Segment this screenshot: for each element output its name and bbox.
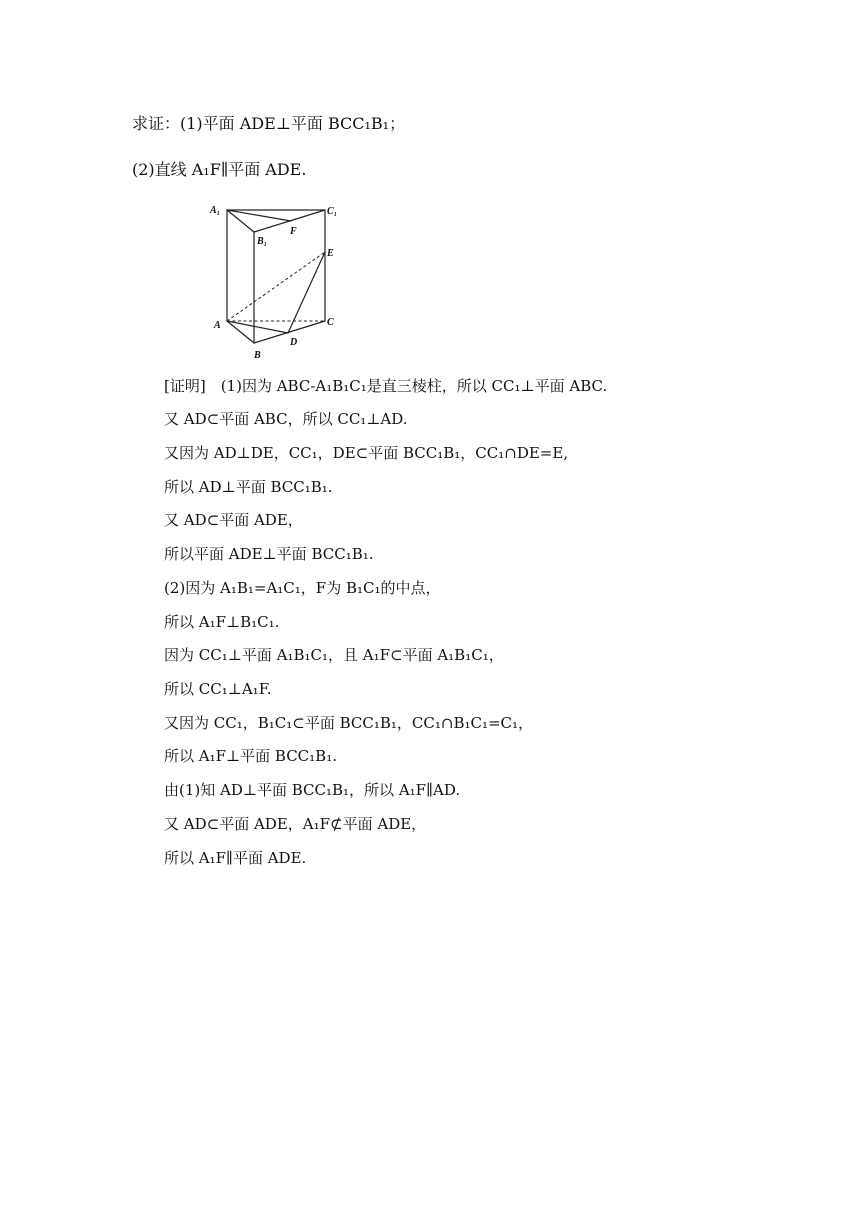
label-B1: B₁ [257,236,268,247]
edge-A1B1 [227,210,254,232]
edge-AD [227,321,288,333]
label-A: A [214,320,221,331]
prism-figure [204,196,354,366]
edge-A1F [227,210,291,221]
problem-line-2: (2)直线 A₁F∥平面 ADE. [132,160,307,179]
proof-line: 由(1)知 AD⊥平面 BCC₁B₁，所以 A₁F∥AD. [164,781,461,799]
proof-line: 所以 A₁F⊥平面 BCC₁B₁. [164,747,337,765]
label-C1: C₁ [327,206,338,217]
label-F: F [290,226,297,237]
problem-line-1: 求证：(1)平面 ADE⊥平面 BCC₁B₁； [132,114,406,133]
proof-line: 又 AD⊂平面 ADE， [164,511,303,529]
proof-line: 又 AD⊂平面 ABC，所以 CC₁⊥AD. [164,410,408,428]
label-D: D [290,337,298,348]
edge-AB [227,321,254,343]
label-B: B [254,350,261,361]
proof-line: 所以 A₁F⊥B₁C₁. [164,613,280,631]
edge-AE-hidden [227,252,325,321]
proof-line: [证明] (1)因为 ABC-A₁B₁C₁是直三棱柱，所以 CC₁⊥平面 ABC. [164,377,608,395]
proof-line: 又因为 CC₁，B₁C₁⊂平面 BCC₁B₁，CC₁∩B₁C₁=C₁， [164,714,534,732]
proof-line: 所以 A₁F∥平面 ADE. [164,849,307,867]
proof-line: 又因为 AD⊥DE，CC₁，DE⊂平面 BCC₁B₁，CC₁∩DE=E, [164,444,569,462]
proof-line: 又 AD⊂平面 ADE，A₁F⊄平面 ADE， [164,815,427,833]
label-E: E [327,248,334,259]
proof-line: 因为 CC₁⊥平面 A₁B₁C₁，且 A₁F⊂平面 A₁B₁C₁， [164,646,504,664]
proof-line: 所以 CC₁⊥A₁F. [164,680,272,698]
proof-line: (2)因为 A₁B₁=A₁C₁，F为 B₁C₁的中点， [164,579,441,597]
label-A1: A₁ [210,205,221,216]
proof-line: 所以 AD⊥平面 BCC₁B₁. [164,478,333,496]
proof-line: 所以平面 ADE⊥平面 BCC₁B₁. [164,545,374,563]
label-C: C [327,317,334,328]
